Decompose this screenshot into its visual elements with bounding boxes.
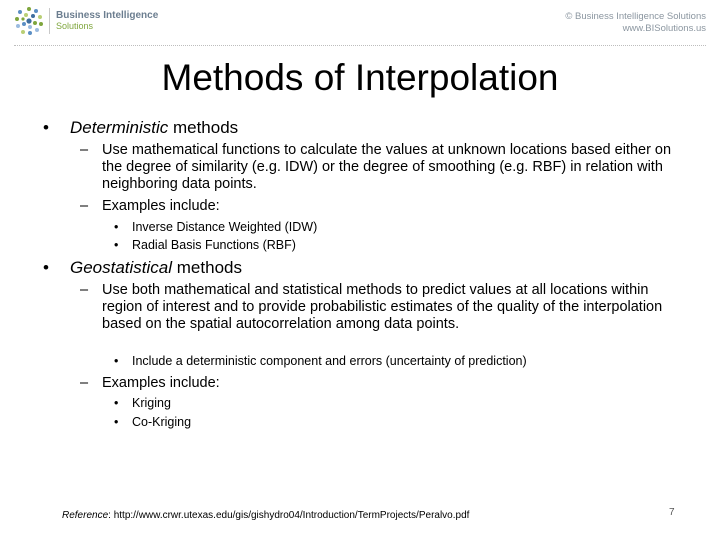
slide-header	[0, 0, 720, 46]
bullet-dot-icon: •	[43, 258, 49, 277]
list-item-text: Kriging	[132, 396, 171, 410]
sub-bullet-text: Use both mathematical and statistical methods to predict values at all locations within region of interest and to provide probabilistic estimates of the quality of the interpolation based on the spatial autocorrelation among data points.	[102, 282, 663, 332]
website-text: www.BISolutions.us	[622, 23, 706, 34]
reference-note	[62, 509, 469, 523]
page-number: 7	[669, 507, 675, 518]
reference-label: Reference	[62, 510, 109, 521]
reference-url[interactable]: : http://www.crwr.utexas.edu/gis/gishydro04/Introduction/TermProjects/Peralvo.pdf	[108, 510, 470, 521]
list-item-text: Include a deterministic component and errors (uncertainty of prediction)	[132, 354, 527, 368]
brand-block	[56, 10, 158, 32]
dash-icon: –	[80, 282, 89, 298]
bullet-dot-icon: •	[114, 354, 119, 368]
bullet-text: Geostatistical methods	[70, 258, 242, 277]
brand-name: Business Intelligence	[56, 10, 159, 21]
copyright-text: © Business Intelligence Solutions	[565, 11, 706, 22]
bullet-dot-icon: •	[114, 220, 119, 234]
dash-icon: –	[80, 142, 89, 158]
header-divider	[14, 45, 706, 46]
sub-bullet-text: Use mathematical functions to calculate the values at unknown locations based either on the degree of similarity (e.g. IDW) or the degree of smoothing (e.g. RBF) in relation with neighboring data points.	[102, 142, 672, 192]
bullet-dot-icon: •	[114, 238, 119, 252]
company-logo-icon	[14, 6, 44, 36]
bullet-dot-icon: •	[114, 415, 119, 429]
list-item-text: Inverse Distance Weighted (IDW)	[132, 220, 318, 234]
bullet-dot-icon: •	[114, 396, 119, 410]
bullet-dot-icon: •	[43, 118, 49, 137]
dash-icon: –	[80, 198, 89, 214]
slide-title: Methods of Interpolation	[161, 57, 559, 98]
sub-bullet-text: Examples include:	[102, 375, 220, 391]
list-item-text: Co-Kriging	[132, 415, 192, 429]
copyright-block	[565, 11, 706, 35]
sub-bullet-text: Examples include:	[102, 198, 220, 214]
bullet-text: Deterministic methods	[70, 118, 239, 137]
dash-icon: –	[80, 375, 89, 391]
logo-divider	[49, 8, 50, 34]
list-item-text: Radial Basis Functions (RBF)	[132, 238, 296, 252]
brand-subtitle: Solutions	[56, 21, 94, 31]
